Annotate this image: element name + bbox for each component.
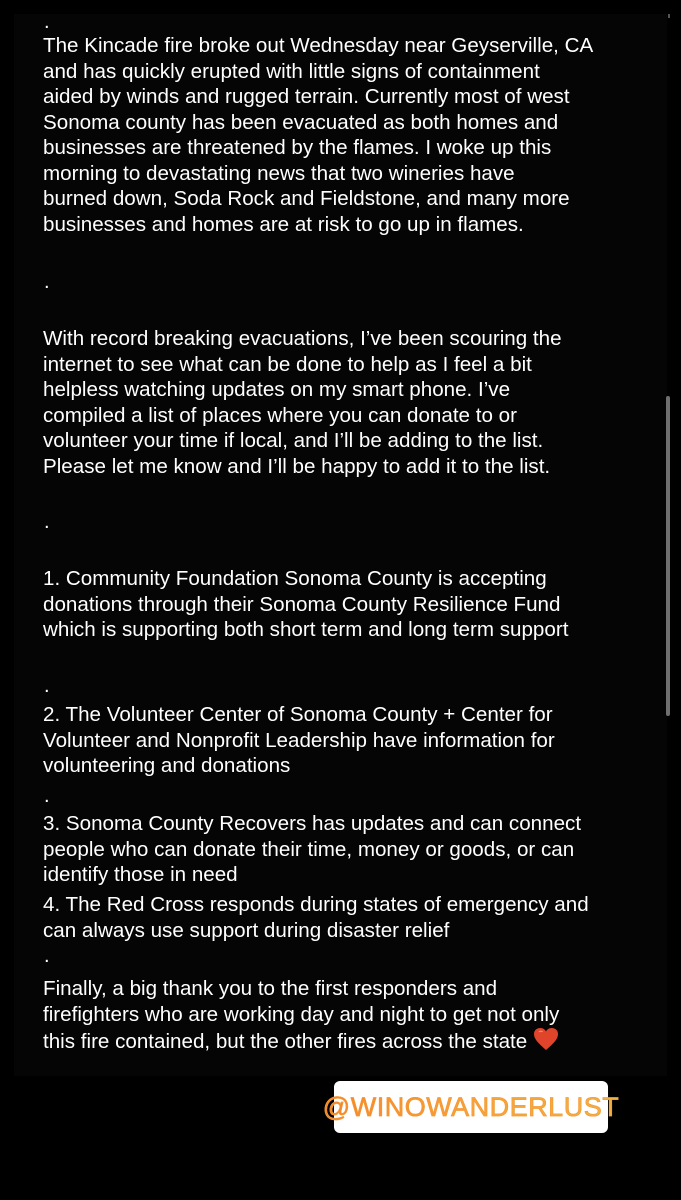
separator-dot: . bbox=[44, 785, 50, 807]
separator-dot: . bbox=[44, 511, 50, 533]
text-line: firefighters who are working day and night to get not only bbox=[43, 1002, 560, 1026]
separator-dot: . bbox=[44, 945, 50, 967]
text-line: compiled a list of places where you can donate to or bbox=[43, 403, 517, 427]
scrollbar[interactable] bbox=[666, 396, 670, 716]
text-line: volunteering and donations bbox=[43, 754, 291, 777]
separator-dot: . bbox=[44, 271, 50, 293]
text-line: 2. The Volunteer Center of Sonoma County + Center for bbox=[43, 703, 553, 726]
heart-icon bbox=[533, 1027, 559, 1058]
text-line: businesses are threatened by the flames. I woke up this bbox=[43, 136, 552, 159]
text-line: can always use support during disaster relief bbox=[43, 918, 450, 942]
list-item-4 bbox=[43, 892, 663, 943]
list-item-3 bbox=[43, 811, 663, 888]
text-line: Volunteer and Nonprofit Leadership have information for bbox=[43, 728, 555, 752]
text-line: helpless watching updates on my smart phone. I’ve bbox=[43, 378, 511, 401]
text-line: The Kincade fire broke out Wednesday near Geyserville, CA bbox=[43, 34, 594, 57]
text-line: With record breaking evacuations, I’ve been scouring the bbox=[43, 327, 562, 350]
paragraph-evacuations bbox=[43, 326, 663, 479]
text-line: 3. Sonoma County Recovers has updates and can connect bbox=[43, 812, 582, 835]
text-line: aided by winds and rugged terrain. Currently most of west bbox=[43, 85, 570, 108]
mention-handle[interactable]: @WINOWANDERLUST bbox=[322, 1091, 620, 1122]
text-line: internet to see what can be done to help as I feel a bit bbox=[43, 352, 532, 376]
list-item-1 bbox=[43, 566, 663, 643]
scroll-indicator-top bbox=[668, 14, 670, 18]
text-line: and has quickly erupted with little signs of containment bbox=[43, 59, 540, 83]
mention-sticker[interactable] bbox=[322, 1081, 620, 1133]
text-line: Sonoma county has been evacuated as both homes and bbox=[43, 110, 559, 134]
text-line: volunteer your time if local, and I’ll be adding to the list. bbox=[43, 429, 544, 452]
separator-dot: . bbox=[44, 11, 50, 33]
paragraph-closing bbox=[43, 976, 663, 1053]
text-line: 4. The Red Cross responds during states of emergency and bbox=[43, 893, 589, 916]
text-line: identify those in need bbox=[43, 863, 238, 886]
text-line bbox=[43, 1027, 663, 1053]
list-item-2 bbox=[43, 702, 663, 779]
separator-dot: . bbox=[44, 675, 50, 697]
text-line: donations through their Sonoma County Resilience Fund bbox=[43, 592, 561, 616]
text-line: morning to devastating news that two wineries have bbox=[43, 161, 515, 185]
paragraph-intro bbox=[43, 33, 663, 237]
text-line: people who can donate their time, money or goods, or can bbox=[43, 837, 575, 861]
text-line: Finally, a big thank you to the first responders and bbox=[43, 977, 498, 1000]
text-line: businesses and homes are at risk to go up in flames. bbox=[43, 212, 524, 236]
text-line: burned down, Soda Rock and Fieldstone, and many more bbox=[43, 187, 570, 210]
text-line-content: this fire contained, but the other fires across the state bbox=[43, 1030, 528, 1053]
text-line: Please let me know and I’ll be happy to add it to the list. bbox=[43, 454, 551, 478]
text-line: 1. Community Foundation Sonoma County is accepting bbox=[43, 567, 547, 590]
text-line: which is supporting both short term and long term support bbox=[43, 618, 569, 641]
